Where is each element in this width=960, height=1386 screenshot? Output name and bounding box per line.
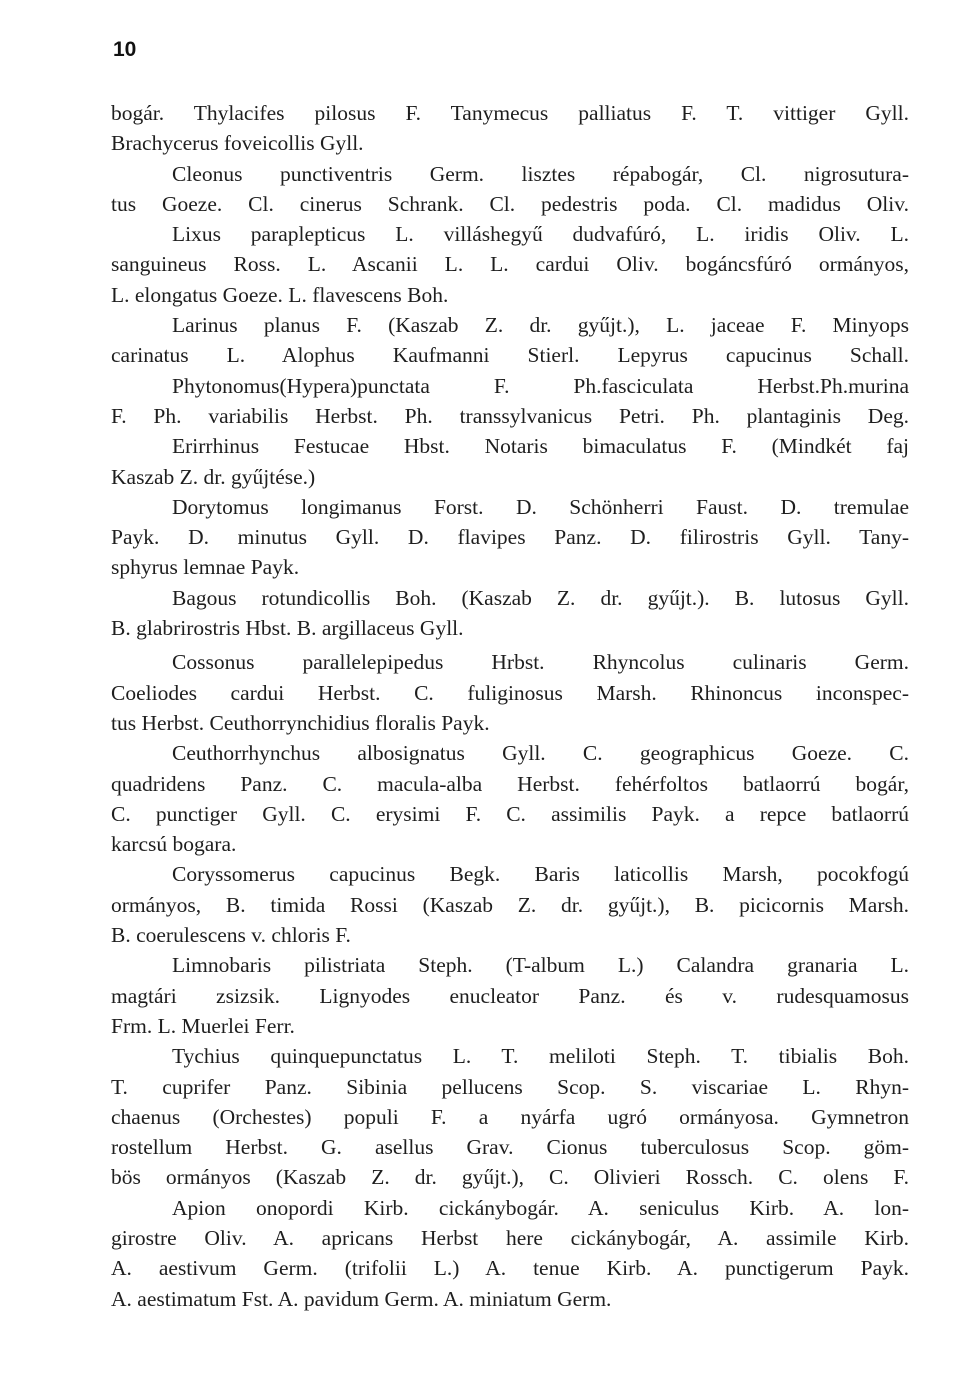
text-line: F. Ph. variabilis Herbst. Ph. transsylvanicus Petri. Ph. plantaginis Deg.: [111, 403, 909, 428]
text-line: Phytonomus(Hypera)punctata F. Ph.fasciculata Herbst.Ph.murina: [172, 373, 909, 398]
text-line: Cleonus punctiventris Germ. lisztes répabogár, Cl. nigrosutura-: [172, 161, 909, 186]
text-line: B. glabrirostris Hbst. B. argillaceus Gyll.: [111, 616, 464, 641]
text-line: C. punctiger Gyll. C. erysimi F. C. assimilis Payk. a repce batlaorrú: [111, 801, 909, 826]
text-line: Brachycerus foveicollis Gyll.: [111, 131, 364, 156]
text-line: T. cuprifer Panz. Sibinia pellucens Scop. S. viscariae L. Rhyn-: [111, 1074, 909, 1099]
text-line: Lixus paraplepticus L. villáshegyű dudvafúró, L. iridis Oliv. L.: [172, 222, 909, 247]
text-line: tus Goeze. Cl. cinerus Schrank. Cl. pedestris poda. Cl. madidus Oliv.: [111, 191, 909, 216]
text-line: girostre Oliv. A. apricans Herbst here cickánybogár, A. assimile Kirb.: [111, 1225, 909, 1250]
text-line: carinatus L. Alophus Kaufmanni Stierl. Lepyrus capucinus Schall.: [111, 343, 909, 368]
text-line: sanguineus Ross. L. Ascanii L. L. cardui Oliv. bogáncsfúró ormányos,: [111, 252, 909, 277]
text-line: Payk. D. minutus Gyll. D. flavipes Panz. D. filirostris Gyll. Tany-: [111, 525, 909, 550]
text-line: Larinus planus F. (Kaszab Z. dr. gyűjt.), L. jaceae F. Minyops: [172, 313, 909, 338]
text-line: B. coerulescens v. chloris F.: [111, 923, 351, 948]
text-line: Limnobaris pilistriata Steph. (T-album L.) Calandra granaria L.: [172, 953, 909, 978]
text-line: tus Herbst. Ceuthorrynchidius floralis Payk.: [111, 710, 490, 735]
text-line: L. elongatus Goeze. L. flavescens Boh.: [111, 282, 449, 307]
text-line: Coryssomerus capucinus Begk. Baris laticollis Marsh, pocokfogú: [172, 862, 909, 887]
page-number: 10: [113, 38, 137, 61]
text-line: Bagous rotundicollis Boh. (Kaszab Z. dr. gyűjt.). B. lutosus Gyll.: [172, 585, 909, 610]
text-line: Tychius quinquepunctatus L. T. meliloti Steph. T. tibialis Boh.: [172, 1044, 909, 1069]
text-line: sphyrus lemnae Payk.: [111, 555, 300, 580]
text-line: magtári zsizsik. Lignyodes enucleator Panz. és v. rudesquamosus: [111, 983, 909, 1008]
text-line: bös ormányos (Kaszab Z. dr. gyűjt.), C. Olivieri Rossch. C. olens F.: [111, 1165, 909, 1190]
text-line: Frm. L. Muerlei Ferr.: [111, 1013, 295, 1038]
text-line: A. aestivum Germ. (trifolii L.) A. tenue Kirb. A. punctigerum Payk.: [111, 1256, 909, 1281]
text-line: Ceuthorrhynchus albosignatus Gyll. C. geographicus Goeze. C.: [172, 741, 909, 766]
text-line: A. aestimatum Fst. A. pavidum Germ. A. miniatum Germ.: [111, 1286, 612, 1311]
text-line: karcsú bogara.: [111, 832, 237, 857]
body-text: [111, 98, 909, 1314]
text-line: Kaszab Z. dr. gyűjtése.): [111, 464, 316, 489]
text-line: Cossonus parallelepipedus Hrbst. Rhyncolus culinaris Germ.: [172, 650, 909, 675]
text-line: Coeliodes cardui Herbst. C. fuliginosus Marsh. Rhinoncus inconspec-: [111, 680, 909, 705]
text-line: quadridens Panz. C. macula-alba Herbst. fehérfoltos batlaorrú bogár,: [111, 771, 909, 796]
text-line: Dorytomus longimanus Forst. D. Schönherri Faust. D. tremulae: [172, 494, 909, 519]
text-line: bogár. Thylacifes pilosus F. Tanymecus palliatus F. T. vittiger Gyll.: [111, 101, 909, 125]
text-line: Erirrhinus Festucae Hbst. Notaris bimaculatus F. (Mindkét faj: [172, 434, 909, 459]
text-line: ormányos, B. timida Rossi (Kaszab Z. dr. gyűjt.), B. picicornis Marsh.: [111, 892, 909, 917]
text-line: Apion onopordi Kirb. cickánybogár. A. seniculus Kirb. A. lon-: [172, 1195, 909, 1220]
text-line: chaenus (Orchestes) populi F. a nyárfa ugró ormányosa. Gymnetron: [111, 1104, 909, 1129]
text-line: rostellum Herbst. G. asellus Grav. Cionus tuberculosus Scop. göm-: [111, 1135, 909, 1160]
